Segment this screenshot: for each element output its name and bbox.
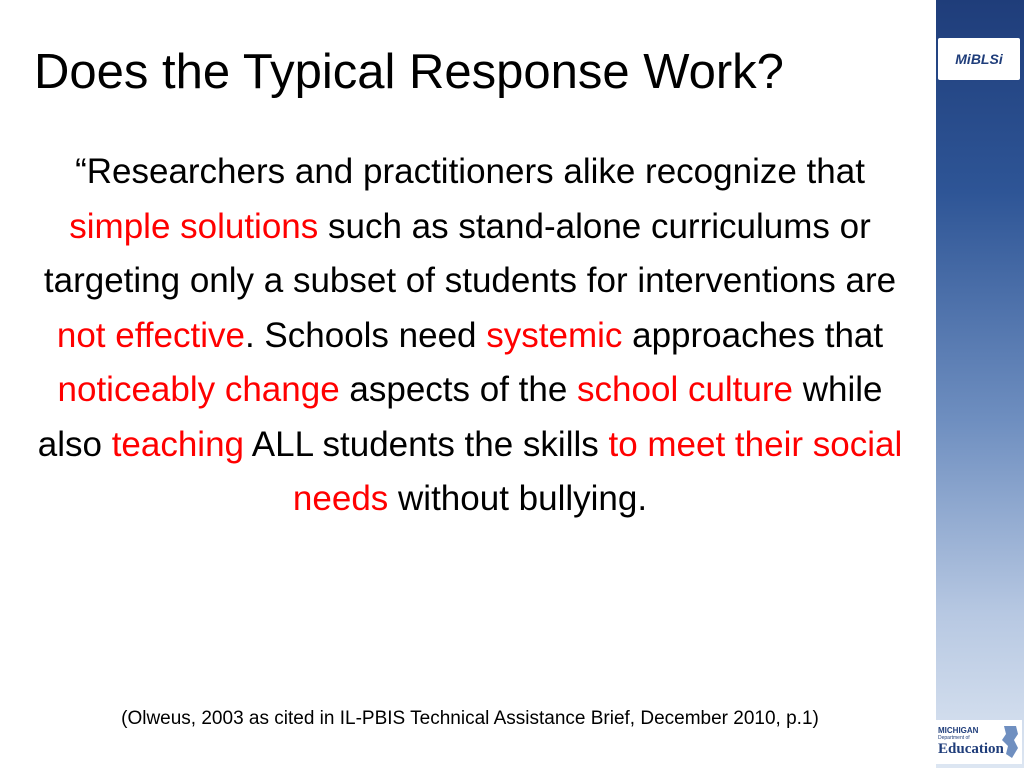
quote-segment: ALL students the skills bbox=[244, 424, 609, 464]
state-mark-icon bbox=[1000, 724, 1020, 760]
quote-highlight: noticeably change bbox=[57, 370, 340, 409]
quote-highlight: not effective bbox=[56, 315, 245, 355]
quote-segment: approaches that bbox=[622, 315, 884, 355]
quote-highlight: teaching bbox=[111, 424, 245, 464]
mibsli-logo bbox=[938, 38, 1020, 80]
mde-logo-bottom: Education bbox=[938, 741, 1004, 757]
quote-highlight: school culture bbox=[577, 370, 793, 409]
quote-segment: such as stand-alone curriculums or targeting only a subset of students for interventions are bbox=[43, 206, 897, 300]
quote-segment: without bullying. bbox=[388, 479, 648, 518]
quote-segment: “Researchers and practitioners alike recognize that bbox=[75, 152, 865, 191]
citation: (Olweus, 2003 as cited in IL-PBIS Technical Assistance Brief, December 2010, p.1) bbox=[121, 708, 819, 729]
michigan-education-logo bbox=[936, 720, 1022, 764]
mibsli-logo-text: MiBLSi bbox=[955, 51, 1003, 67]
quote-highlight: to meet their social needs bbox=[292, 424, 903, 518]
quote-segment: . Schools need bbox=[244, 315, 487, 355]
quote-segment: while also bbox=[37, 370, 883, 464]
slide-title: Does the Typical Response Work? bbox=[34, 45, 784, 99]
side-bar bbox=[936, 0, 1024, 768]
quote-highlight: simple solutions bbox=[69, 206, 319, 246]
mde-logo-sub: Department of bbox=[938, 735, 970, 741]
quote-segment: aspects of the bbox=[339, 370, 578, 409]
mde-logo-top: MICHIGAN bbox=[938, 726, 979, 735]
quote-text bbox=[30, 145, 910, 527]
mde-logo-words bbox=[938, 727, 1004, 757]
quote-highlight: systemic bbox=[486, 315, 623, 355]
